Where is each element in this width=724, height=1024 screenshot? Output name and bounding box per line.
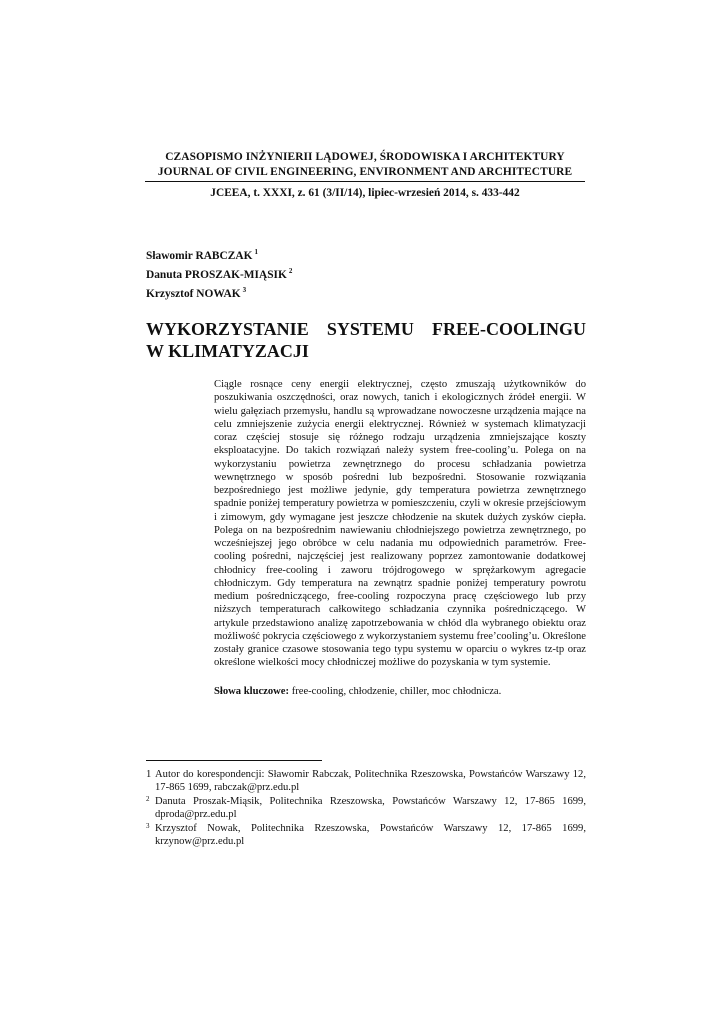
footnote-2-text: Danuta Proszak-Miąsik, Politechnika Rzeszowska, Powstańców Warszawy 12, 17-865 1699, dproda@prz.edu.pl <box>155 796 586 820</box>
footnote-1 <box>146 768 586 794</box>
footnote-separator <box>146 760 322 761</box>
footnote-1-text: Autor do korespondencji: Sławomir Rabczak, Politechnika Rzeszowska, Powstańców Warszawy 12, 17-865 1699, rabczak@prz.edu.pl <box>155 769 586 793</box>
paper-title-line-1: WYKORZYSTANIE SYSTEMU FREE-COOLINGU <box>146 319 586 339</box>
footnote-3-number: 3 <box>146 822 150 830</box>
author-2: Danuta PROSZAK-MIĄSIK $^2$ <box>146 267 293 281</box>
author-1-footnote-mark: 1 <box>254 248 258 256</box>
keywords-label: Słowa kluczowe: <box>214 686 290 697</box>
footnote-3 <box>146 822 586 848</box>
keywords <box>214 685 586 698</box>
author-list <box>146 245 292 302</box>
footnote-2-number: 2 <box>146 795 150 803</box>
journal-name-polish: CZASOPISMO INŻYNIERII LĄDOWEJ, ŚRODOWISKA I ARCHITEKTURY <box>165 151 565 163</box>
footnote-1-number: 1 <box>146 769 152 780</box>
journal-header <box>145 150 585 201</box>
author-3: Krzysztof NOWAK $^3$ <box>146 286 247 300</box>
journal-issue-info: JCEEA, t. XXXI, z. 61 (3/II/14), lipiec-wrzesień 2014, s. 433-442 <box>210 187 520 199</box>
footnote-2 <box>146 795 586 821</box>
footnotes <box>146 768 586 849</box>
abstract-text: Ciągle rosnące ceny energii elektrycznej, często zmuszają użytkowników do poszukiwania oszczędności, oraz nowych, tanich i ekologicznych źródeł energii. W wielu gałęziach przemysłu, handlu są wprowadzane nowoczesne urządzenia mające na celu zmniejszenie zużycia energii elektrycznej. Również w systemach klimatyzacji coraz częściej stosuje się różnego rodzaju urządzenia zmniejszające koszty eksploatacyjne. Do takich rozwiązań należy system free-cooling’u. Polega on na wykorzystaniu powietrza zewnętrznego do procesu schładzania powietrza wewnętrznego w sposób pośredni lub bezpośredni. Stosowanie rozwiązania bezpośredniego jest możliwe jedynie, gdy temperatura powietrza zewnętrznego spadnie poniżej temperatury powietrza w pomieszczeniu, czyli w okresie przejściowym i zimowym, gdy wymagane jest jeszcze chłodzenie na skutek dużych zysków ciepła. Polega on na bezpośrednim nawiewaniu chłodniejszego powietrza zewnętrznego, po wcześniejszej jego obróbce w celu nadania mu odpowiednich parametrów. Free-cooling pośredni, najczęściej jest realizowany poprzez zamontowanie dodatkowej chłodnicy free-cooling i zaworu trójdrogowego w sprężarkowym agregacie chłodniczym. Gdy temperatura na zewnątrz spadnie poniżej temperatury powrotu medium pośredniczącego, free-cooling rozpoczyna pracę częściowego lub przy niższych temperaturach całkowitego schładzania czynnika pośredniczącego. W artykule przedstawiono analizę zapotrzebowania w chłód dla wybranego obiektu oraz możliwość pokrycia częściowego z wykorzystaniem systemu free’cooling’u. Określone zostały granice czasowe stosowania tego typu systemu w oparciu o wykres tz-tp oraz określone wielkości mocy chłodniczej możliwe do pozyskania w tym systemie. <box>214 379 586 669</box>
paper-title <box>146 318 586 362</box>
author-2-footnote-mark: 2 <box>288 267 293 275</box>
keywords-text: free-cooling, chłodzenie, chiller, moc chłodnicza. <box>289 686 502 697</box>
author-1: Sławomir RABCZAK $^1$ <box>146 248 258 262</box>
footnote-3-text: Krzysztof Nowak, Politechnika Rzeszowska, Powstańców Warszawy 12, 17-865 1699, krzynow@prz.edu.pl <box>155 823 586 847</box>
author-3-footnote-mark: 3 <box>242 286 247 294</box>
journal-name-english: JOURNAL OF CIVIL ENGINEERING, ENVIRONMENT AND ARCHITECTURE <box>145 165 585 182</box>
paper-title-line-2: W KLIMATYZACJI <box>146 341 309 361</box>
